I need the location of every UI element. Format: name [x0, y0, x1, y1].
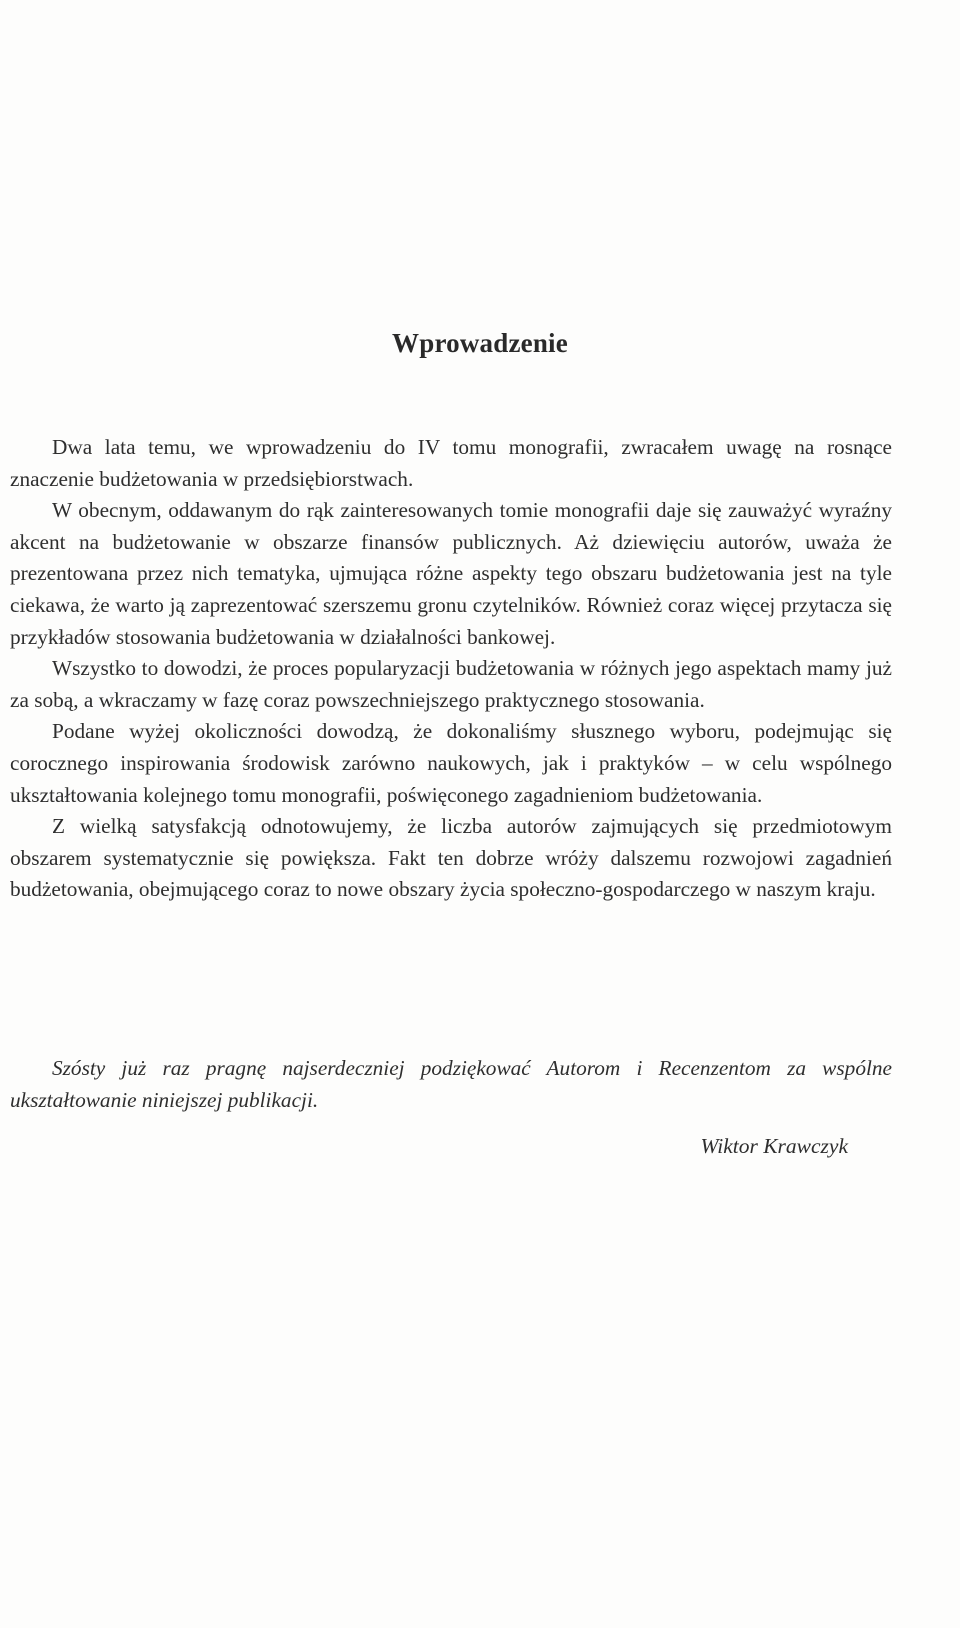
acknowledgment-paragraph: Szósty już raz pragnę najserdeczniej podziękować Autorom i Recenzentom za wspólne ukształtowanie niniejszej publikacji.	[10, 1056, 892, 1112]
page-title: Wprowadzenie	[392, 328, 568, 358]
author-signature: Wiktor Krawczyk	[700, 1134, 848, 1158]
paragraph-2: W obecnym, oddawanym do rąk zainteresowanych tomie monografii daje się zauważyć wyraźny akcent na budżetowanie w obszarze finansów publicznych. Aż dziewięciu autorów, uważa że prezentowana przez nich tematyka, ujmująca różne aspekty tego obszaru budżetowania jest na tyle ciekawa, że warto ją zaprezentować szerszemu gronu czytelników. Również coraz więcej przytacza się przykładów stosowania budżetowania w działalności bankowej.	[10, 498, 892, 649]
paragraph-1: Dwa lata temu, we wprowadzeniu do IV tomu monografii, zwracałem uwagę na rosnące znaczenie budżetowania w przedsiębiorstwach.	[10, 435, 892, 491]
paragraph-5: Z wielką satysfakcją odnotowujemy, że liczba autorów zajmujących się przedmiotowym obszarem systematycznie się powiększa. Fakt ten dobrze wróży dalszemu rozwojowi zagadnień budżetowania, obejmującego coraz to nowe obszary życia społeczno-gospodarczego w naszym kraju.	[10, 814, 892, 902]
introduction-body	[10, 432, 892, 906]
paragraph-3: Wszystko to dowodzi, że proces popularyzacji budżetowania w różnych jego aspektach mamy już za sobą, a wkraczamy w fazę coraz powszechniejszego praktycznego stosowania.	[10, 656, 892, 712]
paragraph-4: Podane wyżej okoliczności dowodzą, że dokonaliśmy słusznego wyboru, podejmując się corocznego inspirowania środowisk zarówno naukowych, jak i praktyków – w celu wspólnego ukształtowania kolejnego tomu monografii, poświęconego zagadnieniom budżetowania.	[10, 719, 892, 807]
